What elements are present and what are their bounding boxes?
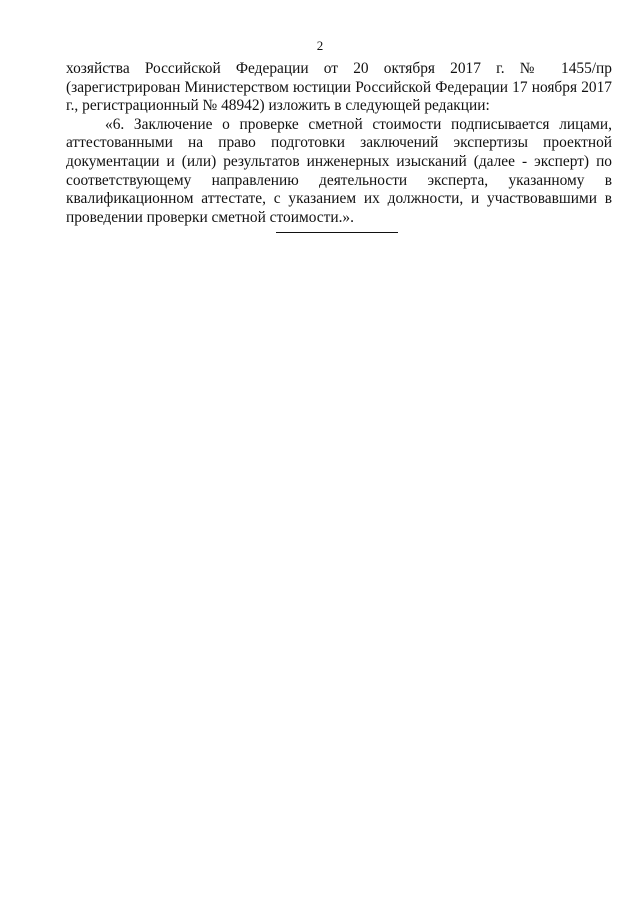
document-body [66, 60, 612, 227]
paragraph-continuation: хозяйства Российской Федерации от 20 октября 2017 г. № 1455/пр (зарегистрирован Министерством юстиции Российской Федерации 17 ноября 2017 г., регистрационный № 48942) изложить в следующей редакции: [66, 60, 612, 115]
page-number: 2 [316, 38, 324, 53]
end-separator-line [276, 232, 398, 233]
paragraph-item-6: «6. Заключение о проверке сметной стоимости подписывается лицами, аттестованными на право подготовки заключений экспертизы проектной документации и (или) результатов инженерных изысканий (далее - эксперт) по соответствующему направлению деятельности эксперта, указанному в квалификационном аттестате, с указанием их должности, и участвовавшими в проведении проверки сметной стоимости.». [66, 115, 612, 226]
